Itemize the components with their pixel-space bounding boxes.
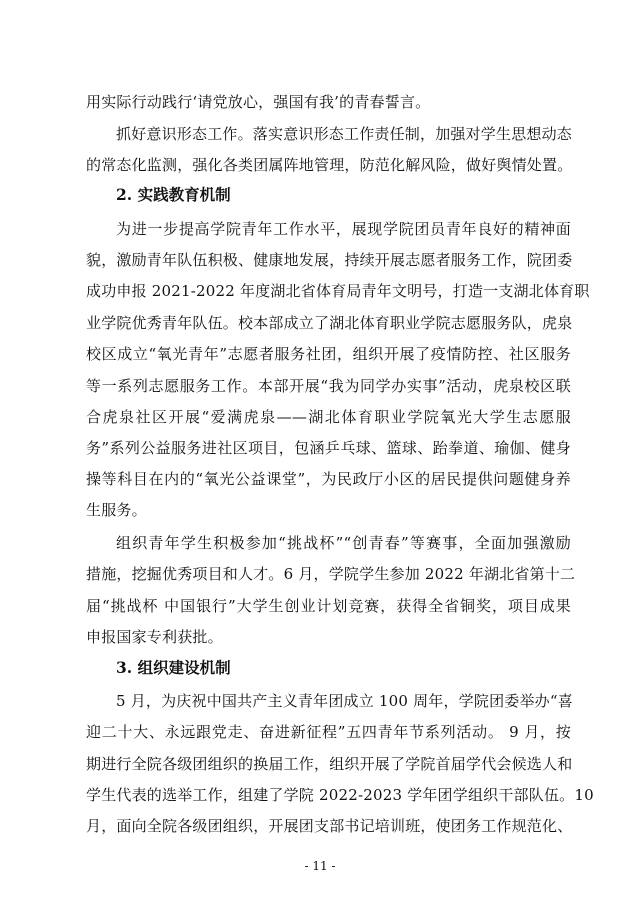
text-line: 学生代表的选举工作，组建了学院 2022-2023 学年团学组织干部队伍。10	[86, 786, 594, 804]
text-line: 措施，挖掘优秀项目和人才。6 月，学院学生参加 2022 年湖北省第十二	[86, 565, 576, 583]
text-line: 用实际行动践行‘请党放心，强国有我’的青春誓言。	[86, 93, 431, 111]
text-line: 月，面向全院各级团组织，开展团支部书记培训班，使团务工作规范化、	[86, 817, 573, 835]
text-line: 等一系列志愿服务工作。本部开展“我为同学办实事”活动，虎泉校区联	[86, 377, 571, 395]
text-line: 迎二十大、永远跟党走、奋进新征程”五四青年节系列活动。 9 月，按	[86, 723, 571, 741]
text-line: 届“挑战杯 中国银行”大学生创业计划竞赛，获得全省铜奖，项目成果	[86, 597, 571, 615]
text-line: 期进行全院各级团组织的换届工作，组织开展了学院首届学代会候选人和	[86, 755, 573, 773]
text-line: 组织青年学生积极参加“挑战杯”“创青春”等赛事，全面加强激励	[116, 534, 571, 552]
text-line: 操等科目在内的“氧光公益课堂”，为民政厅小区的居民提供问题健身养	[86, 470, 571, 488]
text-line: 5 月，为庆祝中国共产主义青年团成立 100 周年，学院团委举办“喜	[116, 692, 573, 710]
text-line: 生服务。	[86, 501, 147, 519]
section-heading-organization: 3. 组织建设机制	[116, 658, 231, 677]
page-number: - 11 -	[304, 859, 336, 873]
text-line: 抓好意识形态工作。落实意识形态工作责任制，加强对学生思想动态	[116, 125, 573, 143]
text-line: 合虎泉社区开展“爱满虎泉——湖北体育职业学院氧光大学生志愿服	[86, 408, 571, 426]
text-line: 务”系列公益服务进社区项目，包涵乒乓球、篮球、跆拳道、瑜伽、健身	[86, 439, 571, 457]
text-line: 貌，激励青年队伍积极、健康地发展，持续开展志愿者服务工作，院团委	[86, 251, 573, 269]
text-line: 校区成立“氧光青年”志愿者服务社团，组织开展了疫情防控、社区服务	[86, 345, 571, 363]
text-line: 为进一步提高学院青年工作水平，展现学院团员青年良好的精神面	[116, 220, 571, 238]
text-line: 的常态化监测，强化各类团属阵地管理，防范化解风险，做好舆情处置。	[86, 156, 573, 174]
section-heading-practice: 2. 实践教育机制	[116, 185, 231, 204]
text-line: 业学院优秀青年队伍。校本部成立了湖北体育职业学院志愿服务队，虎泉	[86, 314, 573, 332]
text-line: 成功申报 2021-2022 年度湖北省体育局青年文明号，打造一支湖北体育职	[86, 282, 590, 300]
text-line: 申报国家专利获批。	[86, 628, 223, 646]
